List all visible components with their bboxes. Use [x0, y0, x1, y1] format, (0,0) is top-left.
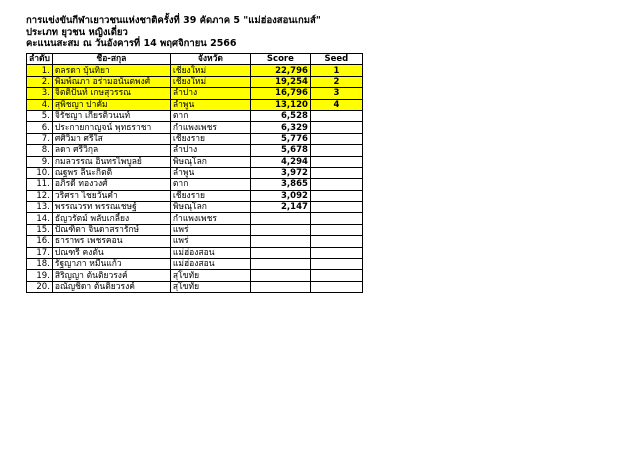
results-table [26, 53, 363, 293]
table-row [27, 224, 363, 235]
province-cell: ลำปาง [170, 88, 250, 99]
table-row [27, 65, 363, 76]
seed-cell [310, 122, 362, 133]
column-header-province: จังหวัด [170, 54, 250, 65]
table-row [27, 88, 363, 99]
table-row [27, 236, 363, 247]
player-name-cell: พรรณวรท พรรณเชษฐ์ [52, 202, 170, 213]
seed-cell [310, 224, 362, 235]
player-name-cell: ศศิวิมา ศรีใส [52, 133, 170, 144]
column-header-name: ชื่อ-สกุล [52, 54, 170, 65]
rank-cell: 15. [27, 224, 53, 235]
rank-cell: 3. [27, 88, 53, 99]
score-cell [250, 259, 310, 270]
table-row [27, 213, 363, 224]
table-body [27, 65, 363, 293]
player-name-cell: จิรัชญา เกียรติวนนท์ [52, 110, 170, 121]
player-name-cell: สุพิชญา ปาคัม [52, 99, 170, 110]
score-cell: 5,776 [250, 133, 310, 144]
seed-cell: 4 [310, 99, 362, 110]
player-name-cell: ธัญวรัตม์ พลับเกลี้ยง [52, 213, 170, 224]
seed-cell [310, 202, 362, 213]
table-row [27, 76, 363, 87]
player-name-cell: รัฐญาภา หมื่นแก้ว [52, 259, 170, 270]
province-cell: เชียงราย [170, 133, 250, 144]
score-cell: 5,678 [250, 145, 310, 156]
score-cell [250, 236, 310, 247]
rank-cell: 10. [27, 167, 53, 178]
table-row [27, 247, 363, 258]
player-name-cell: ปณฑรี คงตัน [52, 247, 170, 258]
score-cell: 3,092 [250, 190, 310, 201]
province-cell: ตาก [170, 179, 250, 190]
province-cell: ลำพูน [170, 167, 250, 178]
province-cell: ลำปาง [170, 145, 250, 156]
seed-cell [310, 247, 362, 258]
score-cell: 16,796 [250, 88, 310, 99]
rank-cell: 17. [27, 247, 53, 258]
table-row [27, 122, 363, 133]
column-header-rank: ลำดับ [27, 54, 53, 65]
province-cell: ตาก [170, 110, 250, 121]
province-cell: เชียงใหม่ [170, 76, 250, 87]
score-cell: 22,796 [250, 65, 310, 76]
rank-cell: 5. [27, 110, 53, 121]
province-cell: แพร่ [170, 236, 250, 247]
player-name-cell: ณฐพร ลีนะกิตติ [52, 167, 170, 178]
score-cell: 13,120 [250, 99, 310, 110]
rank-cell: 18. [27, 259, 53, 270]
rank-cell: 11. [27, 179, 53, 190]
province-cell: พิษณุโลก [170, 202, 250, 213]
table-row [27, 167, 363, 178]
table-row [27, 156, 363, 167]
player-name-cell: ธาราพร เพชรคอน [52, 236, 170, 247]
table-row [27, 110, 363, 121]
score-cell: 3,865 [250, 179, 310, 190]
seed-cell [310, 190, 362, 201]
table-row [27, 99, 363, 110]
seed-cell: 3 [310, 88, 362, 99]
player-name-cell: จิตติปันท์ เกษสุวรรณ [52, 88, 170, 99]
category-title: ประเภท ยุวชน หญิงเดี่ยว [26, 26, 128, 38]
table-row [27, 133, 363, 144]
player-name-cell: ประกายกาญจน์ พุทธราชา [52, 122, 170, 133]
seed-cell [310, 281, 362, 292]
score-cell [250, 270, 310, 281]
score-cell: 2,147 [250, 202, 310, 213]
seed-cell: 2 [310, 76, 362, 87]
competition-title: การแข่งขันกีฬาเยาวชนแห่งชาติครั้งที่ 39 คัดภาค 5 "แม่ฮ่องสอนเกมส์" [26, 15, 321, 26]
province-cell: สุโขทัย [170, 270, 250, 281]
score-cell [250, 213, 310, 224]
rank-cell: 13. [27, 202, 53, 213]
table-header-row [27, 54, 363, 65]
rank-cell: 4. [27, 99, 53, 110]
seed-cell [310, 110, 362, 121]
rank-cell: 7. [27, 133, 53, 144]
score-cell: 6,329 [250, 122, 310, 133]
rank-cell: 19. [27, 270, 53, 281]
rank-cell: 2. [27, 76, 53, 87]
rank-cell: 14. [27, 213, 53, 224]
cumulative-date: คะแนนสะสม ณ วันอังคารที่ 14 พฤศจิกายน 2566 [26, 38, 237, 49]
column-header-score: Score [250, 54, 310, 65]
seed-cell [310, 236, 362, 247]
seed-cell [310, 179, 362, 190]
table-row [27, 259, 363, 270]
seed-cell [310, 145, 362, 156]
province-cell: กำแพงเพชร [170, 122, 250, 133]
score-cell: 19,254 [250, 76, 310, 87]
province-cell: เชียงใหม่ [170, 65, 250, 76]
table-row [27, 270, 363, 281]
rank-cell: 1. [27, 65, 53, 76]
rank-cell: 8. [27, 145, 53, 156]
score-cell [250, 224, 310, 235]
player-name-cell: สิริญญา ต้นติยวรงค์ [52, 270, 170, 281]
table-row [27, 281, 363, 292]
seed-cell: 1 [310, 65, 362, 76]
rank-cell: 9. [27, 156, 53, 167]
document-header [26, 15, 426, 50]
player-name-cell: พิมพ์ณภา อร่ามอนันตพงศ์ [52, 76, 170, 87]
player-name-cell: กมลวรรณ อินทรไพบูลย์ [52, 156, 170, 167]
seed-cell [310, 167, 362, 178]
province-cell: แม่ฮ่องสอน [170, 247, 250, 258]
rank-cell: 6. [27, 122, 53, 133]
province-cell: แม่ฮ่องสอน [170, 259, 250, 270]
player-name-cell: อณัญชิดา ต้นติยวรงค์ [52, 281, 170, 292]
score-cell [250, 247, 310, 258]
table-row [27, 179, 363, 190]
seed-cell [310, 213, 362, 224]
province-cell: กำแพงเพชร [170, 213, 250, 224]
score-cell [250, 281, 310, 292]
province-cell: ลำพูน [170, 99, 250, 110]
table-row [27, 145, 363, 156]
rank-cell: 12. [27, 190, 53, 201]
player-name-cell: ลดา ศรีวิกุล [52, 145, 170, 156]
province-cell: เชียงราย [170, 190, 250, 201]
score-cell: 4,294 [250, 156, 310, 167]
player-name-cell: ดลรดา บุ้นทิยา [52, 65, 170, 76]
column-header-seed: Seed [310, 54, 362, 65]
seed-cell [310, 259, 362, 270]
seed-cell [310, 133, 362, 144]
score-cell: 6,528 [250, 110, 310, 121]
score-cell: 3,972 [250, 167, 310, 178]
seed-cell [310, 156, 362, 167]
rank-cell: 16. [27, 236, 53, 247]
player-name-cell: ปัณฑิตา จินดาสรารักษ์ [52, 224, 170, 235]
player-name-cell: อภิรดี ทองวงศ์ [52, 179, 170, 190]
province-cell: สุโขทัย [170, 281, 250, 292]
province-cell: พิษณุโลก [170, 156, 250, 167]
province-cell: แพร่ [170, 224, 250, 235]
table-row [27, 202, 363, 213]
rank-cell: 20. [27, 281, 53, 292]
table-row [27, 190, 363, 201]
seed-cell [310, 270, 362, 281]
player-name-cell: วริศรา ไชยวันคำ [52, 190, 170, 201]
